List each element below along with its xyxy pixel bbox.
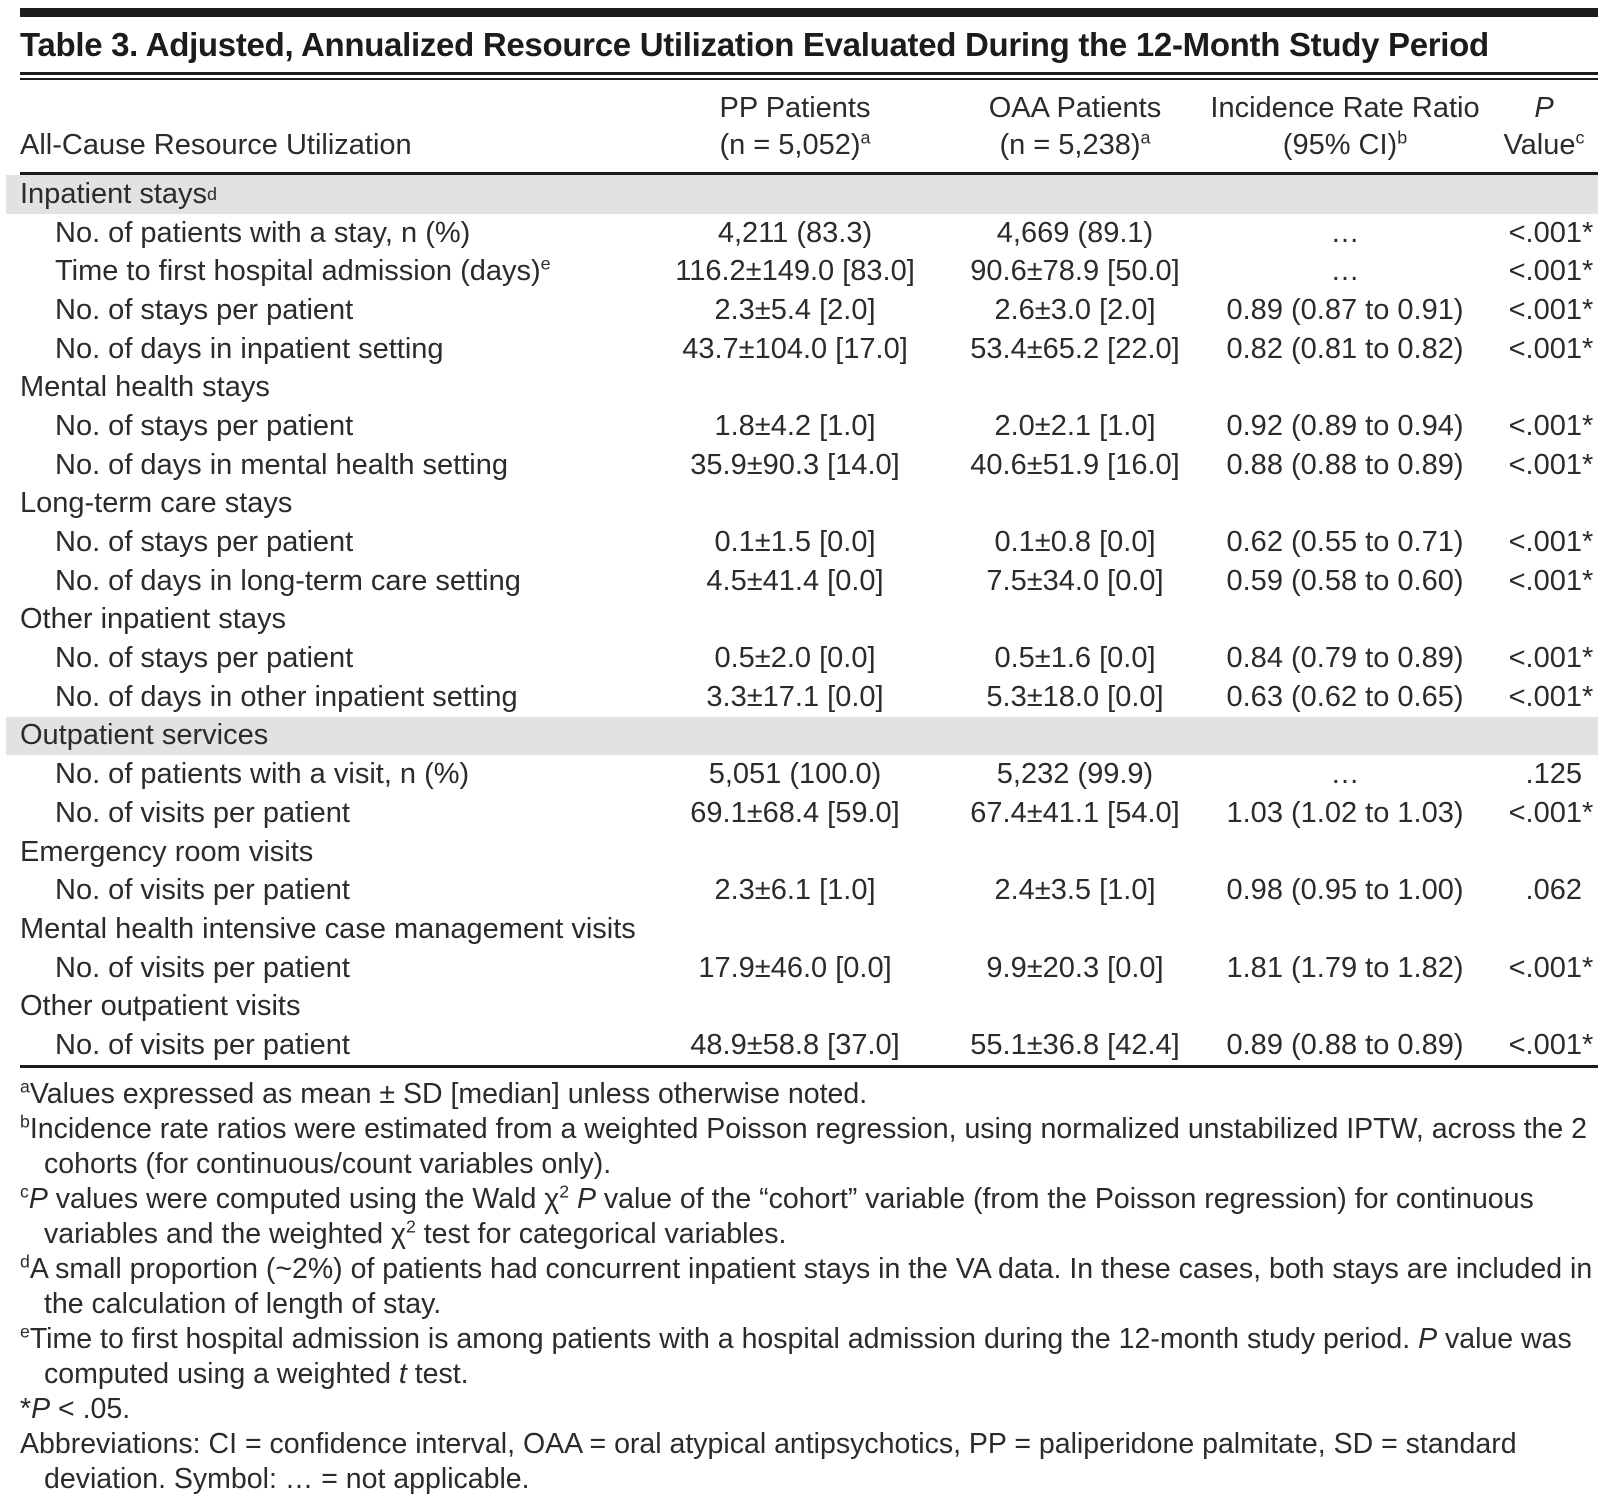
footnotes xyxy=(20,1068,1598,1497)
irr-value: 0.63 (0.62 to 0.65) xyxy=(1226,680,1464,713)
pp-value: 2.3±5.4 [2.0] xyxy=(714,293,876,326)
significance-star: * xyxy=(1582,796,1594,829)
pp-value: 0.5±2.0 [0.0] xyxy=(714,642,876,675)
p-value: <.001* xyxy=(1490,255,1598,288)
footnote-italic: P xyxy=(576,1182,596,1215)
row-label: No. of visits per patient xyxy=(55,796,350,829)
section-header-row: Outpatient services xyxy=(6,717,1598,756)
table-row xyxy=(20,639,1598,678)
row-label: No. of patients with a visit, n (%) xyxy=(55,758,470,791)
p-value: <.001* xyxy=(1490,333,1598,366)
oaa-value: 53.4±65.2 [22.0] xyxy=(970,332,1180,365)
table-row xyxy=(20,523,1598,562)
row-label: Time to first hospital admission (days)$^e$ xyxy=(55,253,551,288)
section-header-row: Other outpatient visits xyxy=(20,990,301,1023)
footnote: $^b$Incidence rate ratios were estimated from a weighted Poisson regression, using normalized unstabilized IPTW, across the 2 cohorts (for continuous/count variables only). xyxy=(20,1111,1588,1180)
row-label: No. of days in inpatient setting xyxy=(55,332,444,365)
pp-value: 48.9±58.8 [37.0] xyxy=(690,1028,900,1061)
footnote: Abbreviations: CI = confidence interval, OAA = oral atypical antipsychotics, PP = paliperidone palmitate, SD = standard deviation. Symbol: … = not applicable. xyxy=(20,1427,1517,1495)
p-value: <.001* xyxy=(1490,526,1598,559)
header-col-pvalue: P Value$^c$ xyxy=(1503,92,1585,161)
oaa-value: 2.0±2.1 [1.0] xyxy=(994,409,1156,442)
footnote-italic: P xyxy=(28,1182,48,1215)
oaa-value: 9.9±20.3 [0.0] xyxy=(986,951,1164,984)
p-value: <.001* xyxy=(1490,217,1598,250)
irr-value: 0.82 (0.81 to 0.82) xyxy=(1226,332,1464,365)
row-label: No. of days in long-term care setting xyxy=(55,564,521,597)
oaa-value: 0.5±1.6 [0.0] xyxy=(994,642,1156,675)
footnote: $^a$Values expressed as mean ± SD [median] unless otherwise noted. xyxy=(20,1076,868,1110)
pp-value: 1.8±4.2 [1.0] xyxy=(714,409,876,442)
table-row xyxy=(20,949,1598,988)
irr-value: 0.88 (0.88 to 0.89) xyxy=(1226,448,1464,481)
pp-value: 4.5±41.4 [0.0] xyxy=(706,564,884,597)
pp-value: 3.3±17.1 [0.0] xyxy=(706,680,884,713)
p-value: <.001* xyxy=(1490,642,1598,675)
pp-value: 5,051 (100.0) xyxy=(708,758,882,791)
footnote-marker: c xyxy=(20,1181,29,1202)
header-col-pp: PP Patients (n = 5,052)$^a$ xyxy=(719,92,871,161)
p-value: <.001* xyxy=(1490,797,1598,830)
section-header-row: Emergency room visits xyxy=(20,835,314,868)
table-header xyxy=(20,80,1598,172)
irr-value: 0.92 (0.89 to 0.94) xyxy=(1226,409,1464,442)
oaa-value: 5,232 (99.9) xyxy=(996,758,1154,791)
irr-value: 1.81 (1.79 to 1.82) xyxy=(1226,951,1464,984)
p-value: .125 xyxy=(1525,758,1582,791)
footnote-marker: d xyxy=(20,1251,30,1272)
irr-value: 0.59 (0.58 to 0.60) xyxy=(1226,564,1464,597)
row-label: No. of days in mental health setting xyxy=(55,448,508,481)
table-top-bar xyxy=(20,8,1598,17)
footnote-italic: t xyxy=(398,1357,407,1390)
section-header-row: Inpatient stays d xyxy=(6,175,1598,214)
footnote: $^c$P values were computed using the Wald χ$^2$ P value of the “cohort” variable (from the Poisson regression) for continuous variables and the weighted χ$^2$ test for categorical variables. xyxy=(20,1181,1534,1250)
table-row xyxy=(20,678,1598,717)
significance-star: * xyxy=(1582,332,1594,365)
header-col-oaa: OAA Patients (n = 5,238)$^a$ xyxy=(988,92,1162,161)
significance-star: * xyxy=(1582,1028,1594,1061)
p-value: <.001* xyxy=(1490,449,1598,482)
table-row xyxy=(20,407,1598,446)
irr-value: 0.84 (0.79 to 0.89) xyxy=(1226,642,1464,675)
table-row xyxy=(20,252,1598,291)
p-value: <.001* xyxy=(1490,1029,1598,1062)
p-value: <.001* xyxy=(1490,294,1598,327)
pp-value: 4,211 (83.3) xyxy=(717,216,873,249)
significance-star: * xyxy=(1582,564,1594,597)
significance-star: * xyxy=(1582,526,1594,559)
footnote-marker: a xyxy=(20,1076,30,1097)
footnote-superscript: 2 xyxy=(559,1181,570,1202)
row-label: No. of stays per patient xyxy=(55,293,354,326)
significance-star: * xyxy=(1582,293,1594,326)
significance-star: * xyxy=(1582,216,1594,249)
oaa-value: 67.4±41.1 [54.0] xyxy=(970,796,1180,829)
significance-star: * xyxy=(1582,255,1594,288)
oaa-value: 5.3±18.0 [0.0] xyxy=(986,680,1164,713)
oaa-value: 2.6±3.0 [2.0] xyxy=(994,293,1156,326)
pp-value: 17.9±46.0 [0.0] xyxy=(698,951,892,984)
row-label: No. of visits per patient xyxy=(55,874,350,907)
irr-value: 0.89 (0.87 to 0.91) xyxy=(1226,293,1464,326)
table-row xyxy=(20,871,1598,910)
significance-star: * xyxy=(1582,448,1594,481)
header-col-utilization: All-Cause Resource Utilization xyxy=(20,129,412,161)
pp-value: 43.7±104.0 [17.0] xyxy=(682,332,908,365)
table-row xyxy=(20,446,1598,485)
pp-value: 116.2±149.0 [83.0] xyxy=(675,255,915,288)
irr-value: … xyxy=(1330,216,1360,249)
oaa-value: 2.4±3.5 [1.0] xyxy=(994,874,1156,907)
p-value: <.001* xyxy=(1490,952,1598,985)
row-label: No. of stays per patient xyxy=(55,409,354,442)
row-label: No. of visits per patient xyxy=(55,1028,350,1061)
p-value: <.001* xyxy=(1490,565,1598,598)
irr-value: … xyxy=(1330,255,1360,288)
significance-star: * xyxy=(1582,642,1594,675)
table-row xyxy=(20,562,1598,601)
footnote: $^e$Time to first hospital admission is among patients with a hospital admission during the 12-month study period. P value was computed using a weighted t test. xyxy=(20,1321,1572,1390)
p-value: <.001* xyxy=(1490,681,1598,714)
irr-value: … xyxy=(1330,758,1360,791)
oaa-value: 55.1±36.8 [42.4] xyxy=(970,1028,1180,1061)
footnote-italic: P xyxy=(1418,1322,1438,1355)
footnote-marker: b xyxy=(20,1111,30,1132)
row-label: No. of stays per patient xyxy=(55,642,354,675)
table-row xyxy=(20,291,1598,330)
section-header-row: Long-term care stays xyxy=(20,487,293,520)
significance-star: * xyxy=(1582,409,1594,442)
significance-star: * xyxy=(1582,680,1594,713)
table-row xyxy=(20,755,1598,794)
row-label: No. of patients with a stay, n (%) xyxy=(55,216,471,249)
row-label-sup: e xyxy=(540,253,551,274)
section-header-row: Other inpatient stays xyxy=(20,603,286,636)
oaa-value: 90.6±78.9 [50.0] xyxy=(970,255,1180,288)
footnote-marker: * xyxy=(20,1392,32,1425)
pp-value: 0.1±1.5 [0.0] xyxy=(714,526,876,559)
p-value: .062 xyxy=(1525,874,1582,907)
irr-value: 0.89 (0.88 to 0.89) xyxy=(1226,1028,1464,1061)
row-label: No. of visits per patient xyxy=(55,951,350,984)
table-row xyxy=(20,794,1598,833)
section-header-row: Mental health intensive case management visits xyxy=(20,912,636,945)
table-row xyxy=(20,214,1598,253)
p-value: <.001* xyxy=(1490,410,1598,443)
footnote-italic: P xyxy=(31,1392,51,1425)
table-title: Table 3. Adjusted, Annualized Resource Utilization Evaluated During the 12-Month Study Period xyxy=(20,26,1489,63)
table-body xyxy=(20,175,1598,1065)
footnote-marker: e xyxy=(20,1321,30,1342)
table-row xyxy=(20,1026,1598,1065)
irr-value: 0.98 (0.95 to 1.00) xyxy=(1226,874,1464,907)
oaa-value: 0.1±0.8 [0.0] xyxy=(994,526,1156,559)
oaa-value: 4,669 (89.1) xyxy=(996,216,1154,249)
footnote-superscript: 2 xyxy=(405,1216,416,1237)
row-label: No. of stays per patient xyxy=(55,526,354,559)
footnote: *P < .05. xyxy=(20,1392,131,1425)
irr-value: 1.03 (1.02 to 1.03) xyxy=(1226,796,1464,829)
pp-value: 69.1±68.4 [59.0] xyxy=(690,796,900,829)
footnote: $^d$A small proportion (~2%) of patients had concurrent inpatient stays in the VA data. In these cases, both stays are included in the calculation of length of stay. xyxy=(20,1251,1593,1320)
oaa-value: 40.6±51.9 [16.0] xyxy=(970,448,1180,481)
header-col-irr: Incidence Rate Ratio (95% CI)$^b$ xyxy=(1210,92,1480,161)
table-row xyxy=(20,330,1598,369)
irr-value: 0.62 (0.55 to 0.71) xyxy=(1226,526,1464,559)
significance-star: * xyxy=(1582,951,1594,984)
pp-value: 35.9±90.3 [14.0] xyxy=(690,448,900,481)
section-header-row: Mental health stays xyxy=(20,371,270,404)
pp-value: 2.3±6.1 [1.0] xyxy=(714,874,876,907)
oaa-value: 7.5±34.0 [0.0] xyxy=(986,564,1164,597)
row-label: No. of days in other inpatient setting xyxy=(55,680,518,713)
